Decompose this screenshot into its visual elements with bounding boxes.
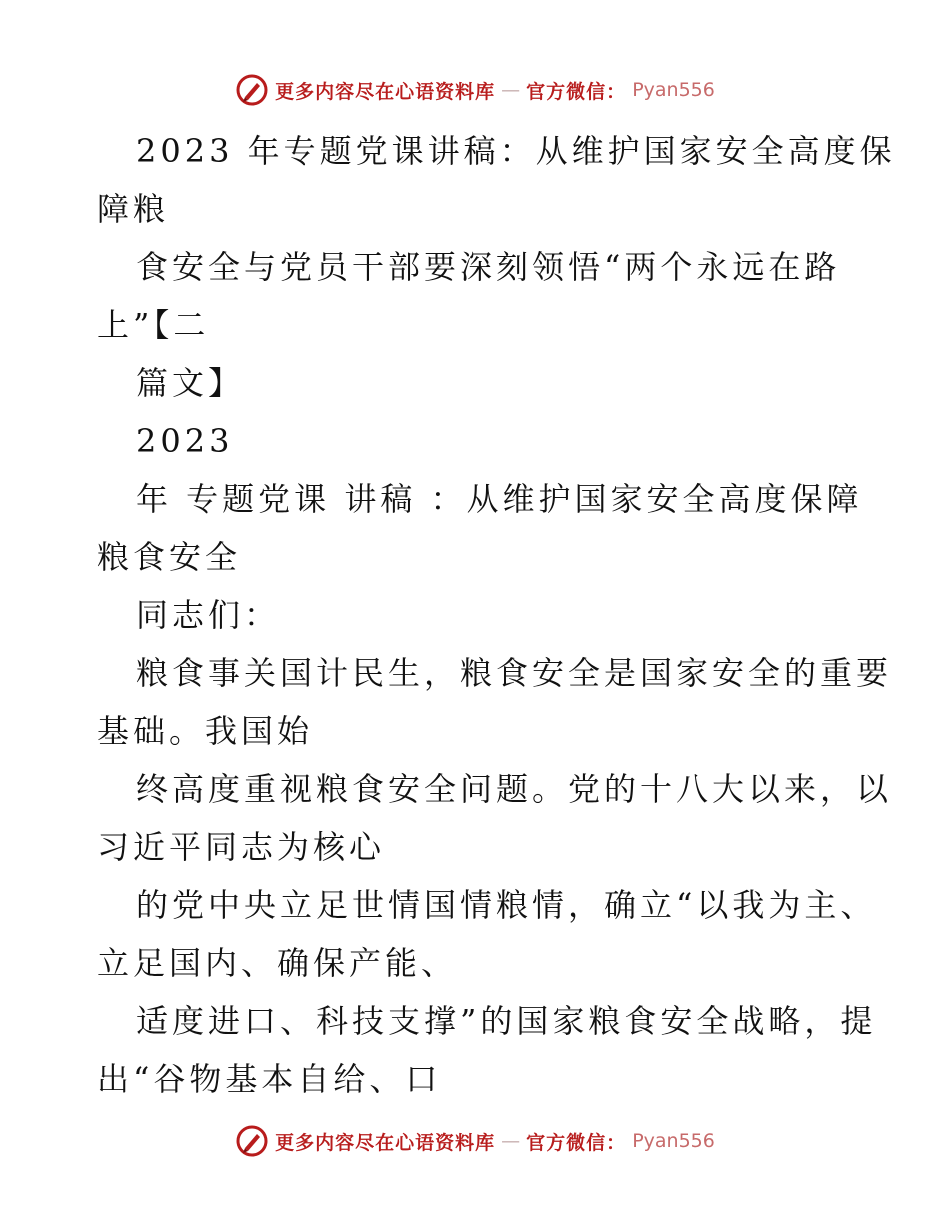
watermark-official-label: 官方微信：: [526, 1131, 627, 1154]
watermark-account: Pyan556: [632, 79, 715, 101]
watermark-official-label: 官方微信：: [526, 80, 627, 103]
watermark-separator: —: [501, 79, 521, 101]
text-line: 出“谷物基本自给、口: [97, 1060, 442, 1098]
watermark-site-text: 更多内容尽在心语资料库: [275, 1131, 496, 1154]
pen-logo-icon: [235, 1124, 269, 1158]
text-line: 障粮: [97, 190, 170, 228]
header-watermark: [0, 72, 950, 108]
text-line: 的党中央立足世情国情粮情，确立“以我为主、: [136, 886, 877, 924]
text-line: 上”【二: [97, 306, 210, 344]
watermark-site-text: 更多内容尽在心语资料库: [275, 80, 496, 103]
pen-logo-icon: [235, 73, 269, 107]
text-line: 年 专题党课 讲稿 ：从维护国家安全高度保障: [136, 480, 863, 518]
watermark-separator: —: [501, 1130, 521, 1152]
footer-watermark: [0, 1123, 950, 1159]
text-line: 终高度重视粮食安全问题。党的十八大以来，以: [136, 770, 893, 808]
text-line: 篇文】: [136, 364, 245, 402]
text-line: 粮食安全: [97, 538, 242, 576]
text-line: 粮食事关国计民生，粮食安全是国家安全的重要: [136, 654, 893, 692]
text-line: 同志们：: [136, 596, 281, 634]
document-body: [97, 122, 896, 1108]
text-line: 立足国内、确保产能、: [97, 944, 458, 982]
text-line: 2023 年专题党课讲稿：从维护国家安全高度保: [136, 132, 896, 170]
text-line: 习近平同志为核心: [97, 828, 386, 866]
watermark-account: Pyan556: [632, 1130, 715, 1152]
text-line: 2023: [136, 422, 234, 460]
text-line: 食安全与党员干部要深刻领悟“两个永远在路: [136, 248, 841, 286]
text-line: 适度进口、科技支撑”的国家粮食安全战略，提: [136, 1002, 877, 1040]
text-line: 基础。我国始: [97, 712, 314, 750]
